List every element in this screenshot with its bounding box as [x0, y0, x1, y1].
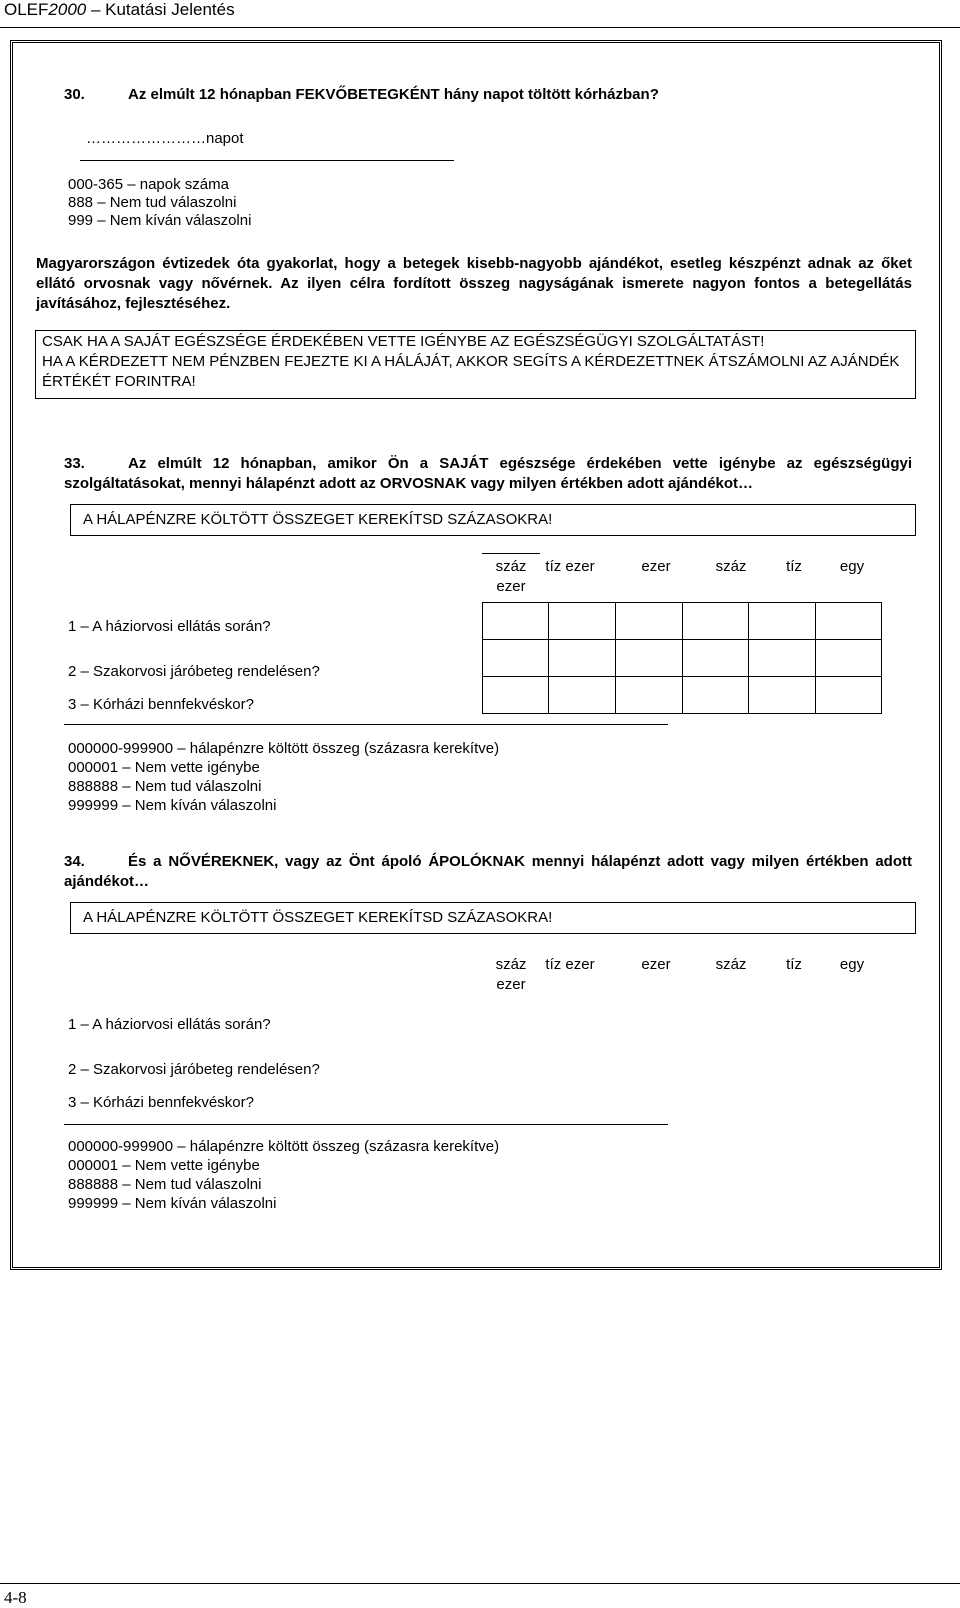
q33-answer-grid	[482, 602, 882, 714]
header-rule	[0, 27, 960, 28]
q34-row-2[interactable]: 2 – Szakorvosi járóbeteg rendelésen?	[68, 1061, 320, 1078]
q30-text: Az elmúlt 12 hónapban FEKVŐBETEGKÉNT hány napot töltött kórházban?	[128, 86, 659, 103]
q33-col-egy: egy	[839, 558, 865, 575]
q34-code-2: 000001 – Nem vette igénybe	[68, 1157, 260, 1174]
q34-code-4: 999999 – Nem kíván válaszolni	[68, 1195, 277, 1212]
q34-col-szaz: száz	[715, 956, 747, 973]
instruction-box	[35, 330, 916, 399]
q33-col-tiz: tíz	[786, 558, 802, 575]
q33-text: Az elmúlt 12 hónapban, amikor Ön a SAJÁT egészsége érdekében vette igénybe az egészségügyi szolgáltatásokat, mennyi hálapénzt adott az ORVOSNAK vagy milyen értékben adott ajándékot…	[64, 455, 912, 492]
q34-col-tizezer: tíz ezer	[545, 956, 595, 973]
header-title-prefix: OLEF	[4, 0, 49, 19]
q30-answer-rule	[80, 160, 454, 161]
q30-answer-line: ……………………napot	[86, 130, 244, 147]
q33-instruction: A HÁLAPÉNZRE KÖLTÖTT ÖSSZEGET KEREKÍTSD SZÁZASOKRA!	[83, 511, 553, 528]
q33-code-1: 000000-999900 – hálapénzre költött összeg (százasra kerekítve)	[68, 740, 500, 757]
q33-col-szaz: száz	[715, 558, 747, 575]
q34-text: És a NŐVÉREKNEK, vagy az Önt ápoló ÁPOLÓKNAK mennyi hálapénzt adott vagy milyen értékben adott ajándékot…	[64, 853, 912, 890]
q33-grid-col-line	[748, 602, 749, 714]
q30-code-3: 999 – Nem kíván válaszolni	[68, 212, 252, 229]
q33-code-4: 999999 – Nem kíván válaszolni	[68, 797, 277, 814]
q33-question	[64, 454, 912, 494]
q34-col-ezer: ezer	[641, 956, 671, 973]
q33-instruction-box	[70, 504, 916, 536]
q33-grid-col-line	[815, 602, 816, 714]
q33-col-tizezer: tíz ezer	[545, 558, 595, 575]
q30-code-1: 000-365 – napok száma	[68, 176, 229, 193]
q33-grid-col-line	[615, 602, 616, 714]
instruction-line-1: CSAK HA A SAJÁT EGÉSZSÉGE ÉRDEKÉBEN VETTE IGÉNYBE AZ EGÉSZSÉGÜGYI SZOLGÁLTATÁST!	[42, 333, 765, 350]
header-title-suffix: – Kutatási Jelentés	[86, 0, 235, 19]
q34-instruction: A HÁLAPÉNZRE KÖLTÖTT ÖSSZEGET KEREKÍTSD SZÁZASOKRA!	[83, 909, 553, 926]
intro-paragraph: Magyarországon évtizedek óta gyakorlat, hogy a betegek kisebb-nagyobb ajándékot, esetleg készpénzt adnak az őket ellátó orvosnak vagy nővérnek. Az ilyen célra fordított összeg nagyságának ismerete nagyon fontos a betegellátás javításához, fejlesztéséhez.	[36, 255, 912, 312]
page-number: 4-8	[4, 1588, 27, 1607]
q33-row-2: 2 – Szakorvosi járóbeteg rendelésen?	[68, 663, 320, 680]
q33-row-3: 3 – Kórházi bennfekvéskor?	[68, 696, 254, 713]
q33-number: 33.	[64, 455, 85, 472]
q30-code-2: 888 – Nem tud válaszolni	[68, 194, 237, 211]
instruction-line-2: HA A KÉRDEZETT NEM PÉNZBEN FEJEZTE KI A HÁLÁJÁT, AKKOR SEGÍTS A KÉRDEZETTNEK ÁTSZÁMOLNI AZ AJÁNDÉK ÉRTÉKÉT FORINTRA!	[42, 353, 900, 390]
q34-instruction-box	[70, 902, 916, 934]
q33-col-szazezer: száz ezer	[495, 558, 527, 595]
q34-col-tiz: tíz	[786, 956, 802, 973]
q34-row-3[interactable]: 3 – Kórházi bennfekvéskor?	[68, 1094, 254, 1111]
q33-codes-rule	[64, 724, 668, 725]
q33-grid-col-line	[548, 602, 549, 714]
q34-row-1[interactable]: 1 – A háziorvosi ellátás során?	[68, 1016, 271, 1033]
q33-grid-col-line	[682, 602, 683, 714]
q34-code-3: 888888 – Nem tud válaszolni	[68, 1176, 262, 1193]
header-title-italic: 2000	[48, 0, 87, 19]
q30-number: 30.	[64, 86, 85, 103]
footer-rule	[0, 1583, 960, 1584]
q34-question	[64, 852, 912, 892]
q33-code-3: 888888 – Nem tud válaszolni	[68, 778, 262, 795]
q34-col-szazezer: száz ezer	[495, 956, 527, 993]
q33-col-rule	[482, 553, 540, 554]
q34-codes-rule	[64, 1124, 668, 1125]
q34-code-1: 000000-999900 – hálapénzre költött összeg (százasra kerekítve)	[68, 1138, 500, 1155]
q34-number: 34.	[64, 853, 85, 870]
q33-code-2: 000001 – Nem vette igénybe	[68, 759, 260, 776]
q33-row-1: 1 – A háziorvosi ellátás során?	[68, 618, 271, 635]
q34-col-egy: egy	[839, 956, 865, 973]
q33-col-ezer: ezer	[641, 558, 671, 575]
page-header	[4, 0, 235, 20]
